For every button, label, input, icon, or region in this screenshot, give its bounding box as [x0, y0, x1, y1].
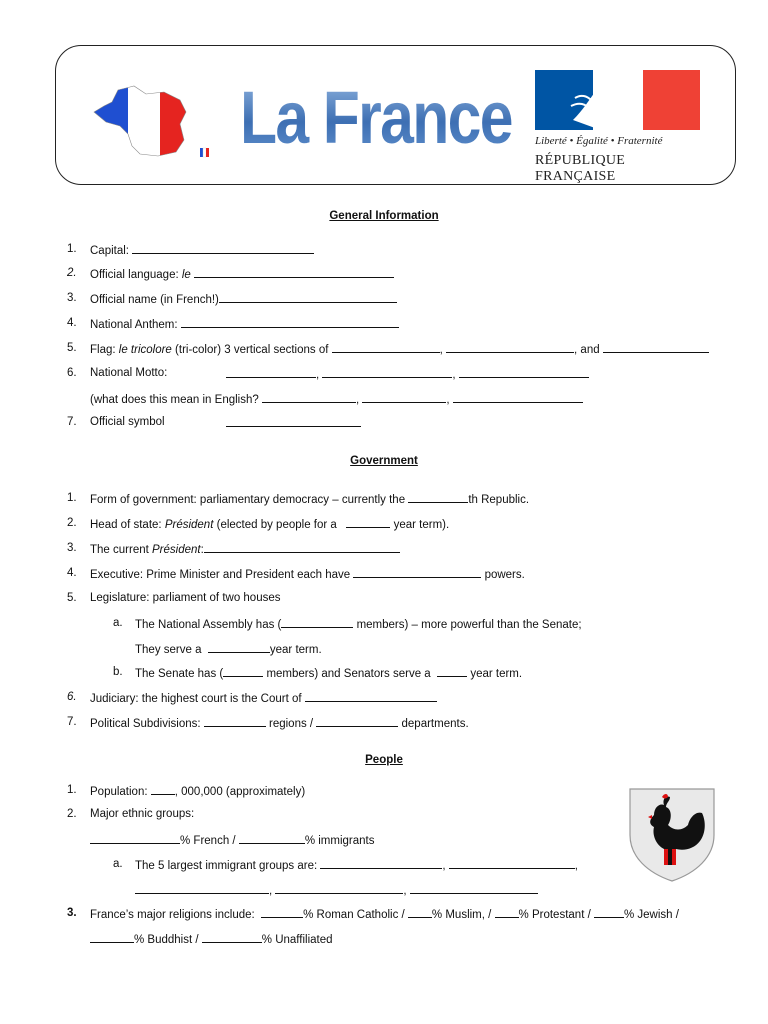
- motto-2-blank[interactable]: [322, 367, 452, 378]
- assembly-term-blank[interactable]: [208, 642, 270, 653]
- departments-blank[interactable]: [316, 716, 398, 727]
- french-percent-blank[interactable]: [90, 833, 180, 844]
- catholic-percent-blank[interactable]: [261, 907, 303, 918]
- motto-3-blank[interactable]: [459, 367, 589, 378]
- official-name-blank[interactable]: [219, 292, 397, 303]
- rooster-coat-of-arms-icon: [626, 785, 718, 883]
- motto-en-1-blank[interactable]: [262, 392, 356, 403]
- flag-color-3-blank[interactable]: [603, 342, 709, 353]
- flag-color-2-blank[interactable]: [446, 342, 574, 353]
- marianne-logo-icon: [535, 70, 700, 130]
- immigrants-percent-blank[interactable]: [239, 833, 305, 844]
- motto-en-3-blank[interactable]: [453, 392, 583, 403]
- senate-term-blank[interactable]: [437, 666, 467, 677]
- section-title-people: People: [365, 754, 403, 766]
- regions-blank[interactable]: [204, 716, 266, 727]
- jewish-percent-blank[interactable]: [594, 907, 624, 918]
- flag-color-1-blank[interactable]: [332, 342, 440, 353]
- protestant-percent-blank[interactable]: [495, 907, 519, 918]
- president-term-blank[interactable]: [346, 517, 390, 528]
- immigrant-group-2-blank[interactable]: [449, 858, 575, 869]
- section-title-general: General Information: [329, 210, 439, 222]
- senate-members-blank[interactable]: [223, 666, 263, 677]
- capital-blank[interactable]: [132, 243, 314, 254]
- section-title-government: Government: [350, 455, 418, 467]
- unaffiliated-percent-blank[interactable]: [202, 932, 262, 943]
- executive-powers-blank[interactable]: [353, 567, 481, 578]
- language-blank[interactable]: [194, 267, 394, 278]
- page-title: La France: [240, 76, 512, 159]
- france-map-flag-icon: [88, 82, 213, 167]
- immigrant-group-4-blank[interactable]: [275, 883, 403, 894]
- muslim-percent-blank[interactable]: [408, 907, 432, 918]
- immigrant-group-5-blank[interactable]: [410, 883, 538, 894]
- symbol-blank[interactable]: [226, 416, 361, 427]
- buddhist-percent-blank[interactable]: [90, 932, 134, 943]
- anthem-blank[interactable]: [181, 317, 399, 328]
- motto-1-blank[interactable]: [226, 367, 316, 378]
- population-blank[interactable]: [151, 784, 175, 795]
- motto-small: Liberté • Égalité • Fraternité: [535, 135, 663, 147]
- current-president-blank[interactable]: [204, 542, 400, 553]
- immigrant-group-1-blank[interactable]: [320, 858, 442, 869]
- immigrant-group-3-blank[interactable]: [135, 883, 269, 894]
- republic-number-blank[interactable]: [408, 492, 468, 503]
- highest-court-blank[interactable]: [305, 691, 437, 702]
- assembly-members-blank[interactable]: [281, 617, 353, 628]
- republique-francaise: RÉPUBLIQUE FRANÇAISE: [535, 153, 626, 184]
- motto-en-2-blank[interactable]: [362, 392, 446, 403]
